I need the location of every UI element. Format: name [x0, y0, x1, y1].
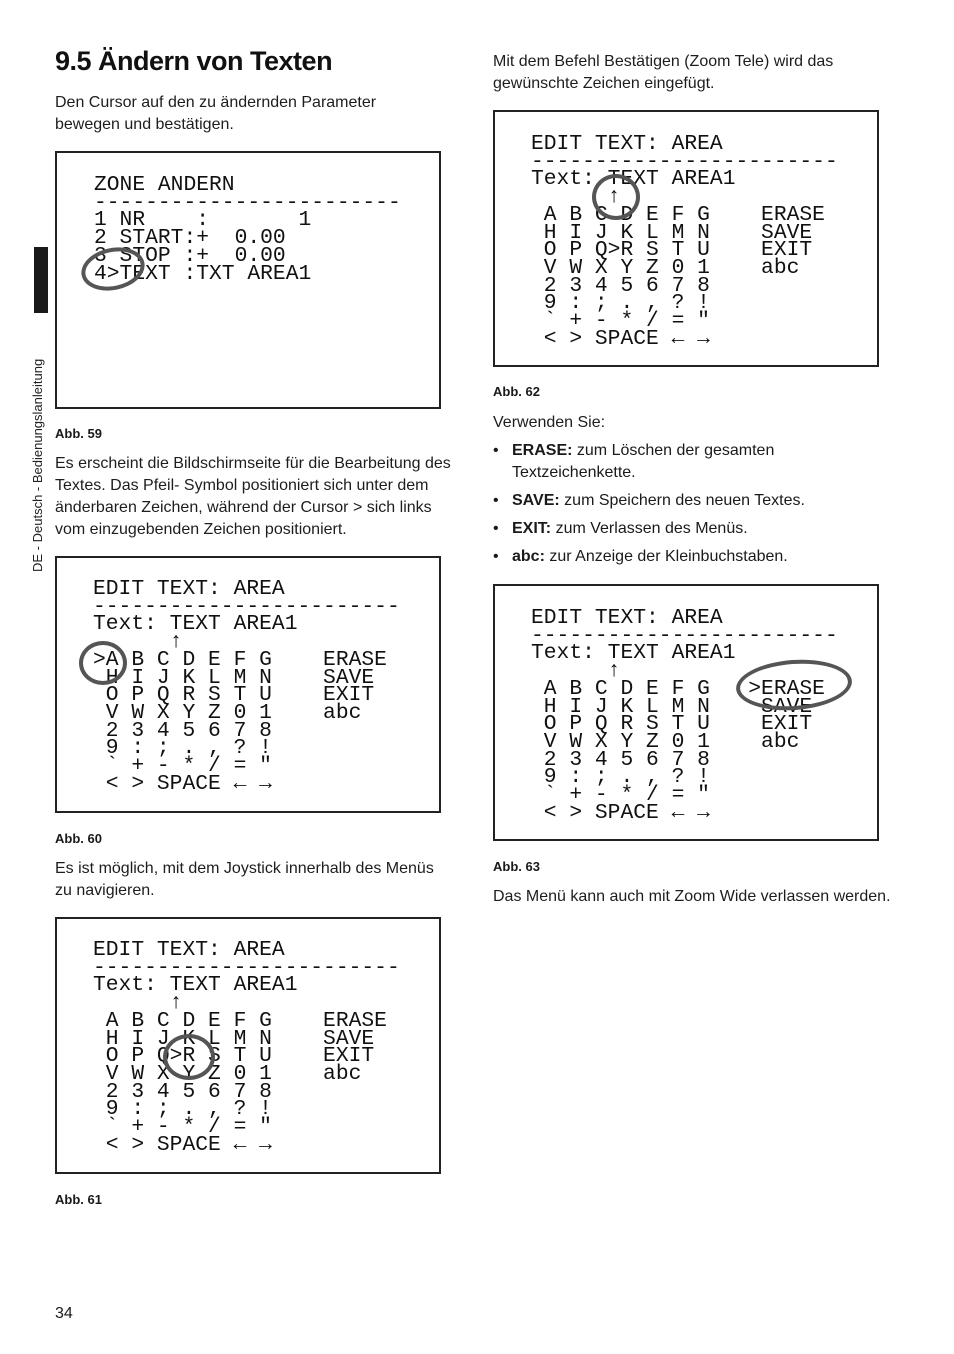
- list-item: • ERASE: zum Löschen der gesamten Textzeichenkette.: [493, 440, 893, 484]
- highlight-circle: [592, 174, 640, 220]
- intro-paragraph: Den Cursor auf den zu ändernden Parameter bewegen und bestätigen.: [55, 94, 377, 133]
- outro-paragraph: Das Menü kann auch mit Zoom Wide verlassen werden.: [493, 888, 891, 905]
- section-marker-bar: [34, 247, 48, 313]
- page-title: 9.5 Ändern von Texten: [55, 46, 333, 76]
- paragraph-fig60: Es erscheint die Bildschirmseite für die Bearbeitung des Textes. Das Pfeil- Symbol positioniert sich unter dem änderbaren Zeichen, während der Cursor > sich links vom einzugebenden Zeichen positioniert.: [55, 455, 451, 538]
- figure-60-screen: [55, 556, 441, 813]
- intro-paragraph-right: Mit dem Befehl Bestätigen (Zoom Tele) wird das gewünschte Zeichen eingefügt.: [493, 53, 834, 92]
- list-item: • SAVE: zum Speichern des neuen Textes.: [493, 490, 893, 512]
- highlight-circle: [79, 641, 127, 685]
- figure-63-screen: [493, 584, 879, 841]
- highlight-circle: [163, 1034, 215, 1080]
- osd-text: EDIT TEXT: AREA ------------------------ Text: TEXT AREA1 ↑ >A B C D E F G ERASE H I J K L M N SAVE O P Q R S T U EXIT V W X Y Z 0 1 abc 2 3 4 5 6 7 8 9 : ; . , ? ! ` + - * / = " < > SPACE ← →: [93, 577, 400, 796]
- figure-63-caption: Abb. 63: [493, 859, 540, 874]
- osd-text: EDIT TEXT: AREA ------------------------ Text: TEXT AREA1 ↑ A B C D E F G ERASE H I J K L M N SAVE O P Q>R S T U EXIT V W X Y Z 0 1 abc 2 3 4 5 6 7 8 9 : ; . , ? ! ` + - * / = " < > SPACE ← →: [531, 132, 838, 351]
- figure-61-screen: [55, 917, 441, 1174]
- figure-61-caption: Abb. 61: [55, 1192, 102, 1207]
- page-number: 34: [55, 1305, 73, 1322]
- list-item: • abc: zur Anzeige der Kleinbuchstaben.: [493, 546, 893, 568]
- osd-text: EDIT TEXT: AREA ------------------------ Text: TEXT AREA1 ↑ A B C D E F G >ERASE H I J K L M N SAVE O P Q R S T U EXIT V W X Y Z 0 1 abc 2 3 4 5 6 7 8 9 : ; . , ? ! ` + - * / = " < > SPACE ← →: [531, 606, 838, 825]
- figure-62-caption: Abb. 62: [493, 384, 540, 399]
- osd-text: EDIT TEXT: AREA ------------------------ Text: TEXT AREA1 ↑ A B C D E F G ERASE H I J K L M N SAVE O P Q>R S T U EXIT V W X Y Z 0 1 abc 2 3 4 5 6 7 8 9 : ; . , ? ! ` + - * / = " < > SPACE ← →: [93, 938, 400, 1157]
- figure-59-caption: Abb. 59: [55, 426, 102, 441]
- paragraph-fig61: Es ist möglich, mit dem Joystick innerhalb des Menüs zu navigieren.: [55, 860, 434, 899]
- options-list: [493, 440, 893, 574]
- list-item: • EXIT: zum Verlassen des Menüs.: [493, 518, 893, 540]
- side-label: DE - Deutsch - Bedienungslanleitung: [30, 358, 45, 572]
- osd-text: ZONE ANDERN ------------------------ 1 NR : 1 2 START:+ 0.00 3 STOP :+ 0.00 4>TEXT :TXT AREA1: [94, 173, 401, 286]
- use-label: Verwenden Sie:: [493, 414, 606, 431]
- figure-59-screen: [55, 151, 441, 409]
- figure-62-screen: [493, 110, 879, 367]
- figure-60-caption: Abb. 60: [55, 831, 102, 846]
